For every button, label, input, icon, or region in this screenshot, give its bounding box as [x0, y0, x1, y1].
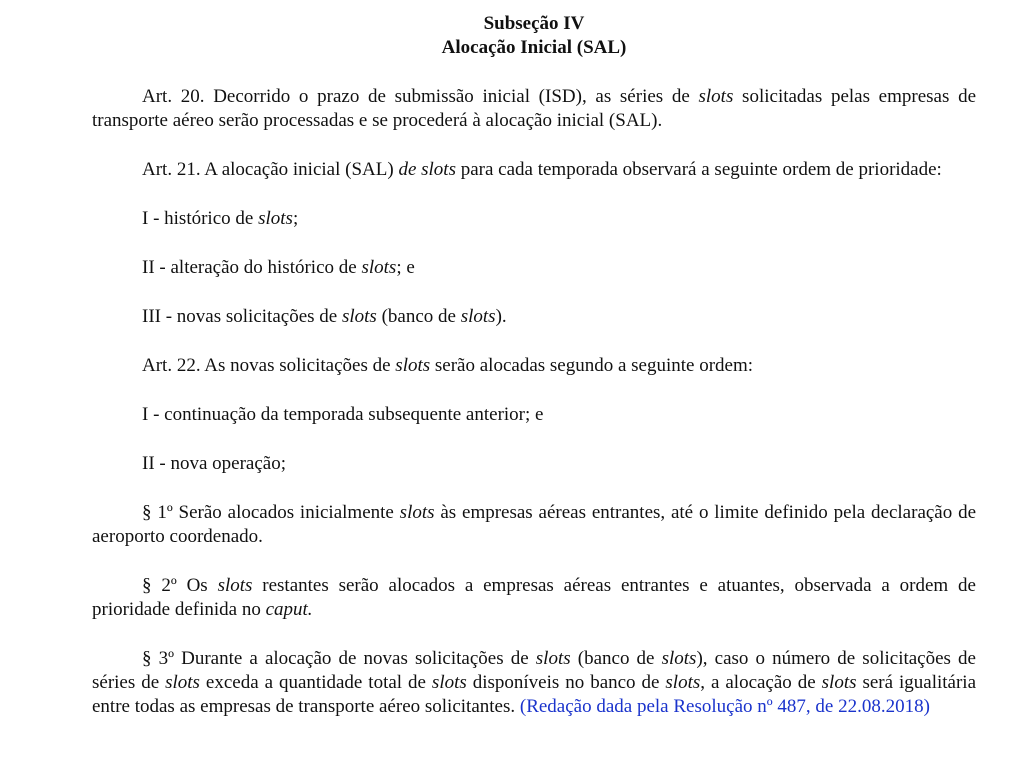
article-22: Art. 22. As novas solicitações de slots serão alocadas segundo a seguinte ordem:	[142, 355, 754, 376]
paragraph-2: § 2º Os slots restantes serão alocados a empresas aéreas entrantes e atuantes, observada a ordem de prioridade definida no caput.	[92, 575, 976, 620]
paragraph-3: § 3º Durante a alocação de novas solicitações de slots (banco de slots), caso o número de solicitações de séries de slots exceda a quantidade total de slots disponíveis no banco de slots, a alocação de slots será igualitária entre todas as empresas de transporte aéreo solicitantes. (Redação dada pela Resolução nº 487, de 22.08.2018)	[92, 648, 977, 717]
article-22-item-i: I - continuação da temporada subsequente anterior; e	[142, 404, 544, 425]
subsection-title: Alocação Inicial (SAL)	[441, 37, 627, 58]
amendment-link[interactable]: (Redação dada pela Resolução nº 487, de 22.08.2018)	[519, 696, 930, 717]
paragraph-1: § 1º Serão alocados inicialmente slots às empresas aéreas entrantes, até o limite definido pela declaração de aeroporto coordenado.	[92, 502, 977, 547]
section-heading	[92, 12, 976, 60]
article-21: Art. 21. A alocação inicial (SAL) de slots para cada temporada observará a seguinte ordem de prioridade:	[142, 159, 942, 180]
article-21-item-iii: III - novas solicitações de slots (banco de slots).	[142, 306, 507, 327]
article-20: Art. 20. Decorrido o prazo de submissão inicial (ISD), as séries de slots solicitadas pelas empresas de transporte aéreo serão processadas e se procederá à alocação inicial (SAL).	[92, 86, 977, 131]
article-21-item-i: I - histórico de slots;	[142, 208, 299, 229]
subsection-number: Subseção IV	[483, 13, 585, 34]
article-21-item-ii: II - alteração do histórico de slots; e	[142, 257, 415, 278]
article-22-item-ii: II - nova operação;	[142, 453, 287, 474]
